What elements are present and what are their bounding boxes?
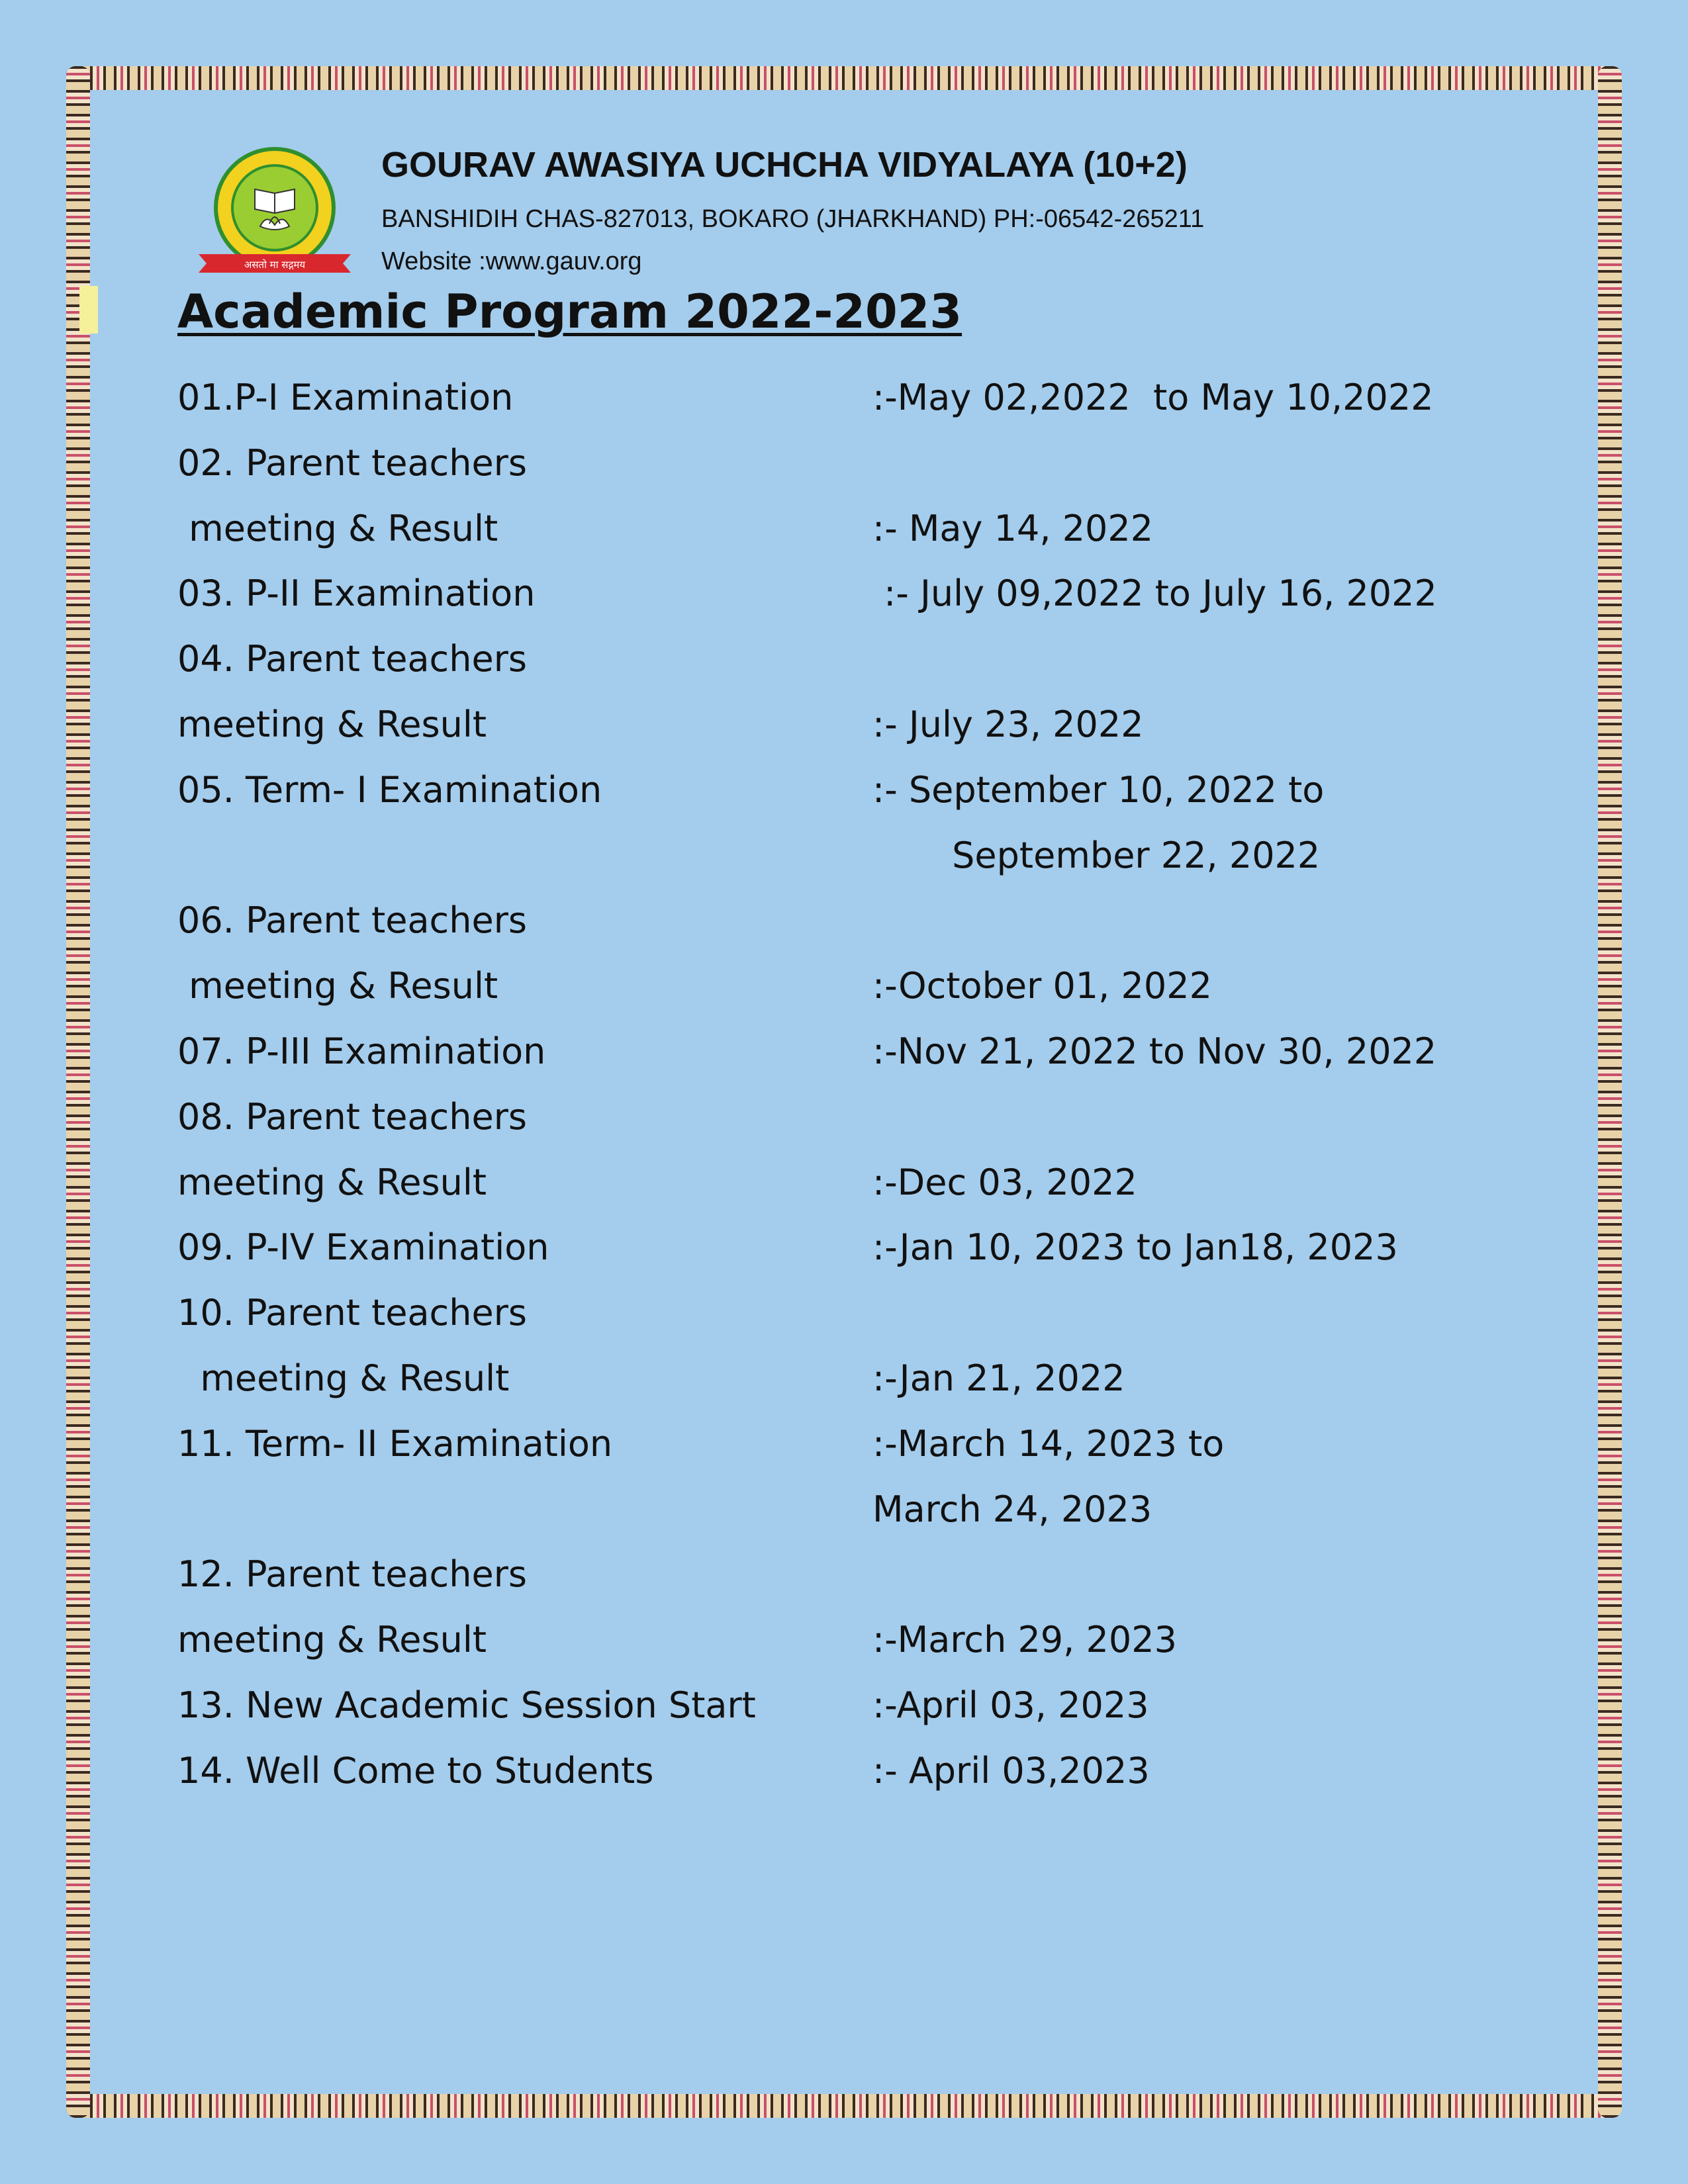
school-website: Website :www.gauv.org bbox=[381, 248, 642, 275]
schedule-label: meeting & Result bbox=[177, 507, 498, 549]
schedule-label: 02. Parent teachers bbox=[177, 441, 528, 484]
schedule-label: 05. Term- I Examination bbox=[177, 768, 602, 811]
schedule-label: 13. New Academic Session Start bbox=[177, 1684, 756, 1726]
schedule-row bbox=[177, 1281, 1501, 1346]
page-title: Academic Program 2022-2023 bbox=[177, 285, 962, 339]
schedule-row bbox=[177, 431, 1501, 496]
schedule-date: :-Dec 03, 2022 bbox=[872, 1161, 1137, 1203]
schedule-label: meeting & Result bbox=[177, 1161, 487, 1203]
schedule-label: meeting & Result bbox=[177, 1619, 487, 1661]
page-border-bottom bbox=[66, 2094, 1622, 2118]
schedule-label: meeting & Result bbox=[177, 703, 487, 745]
schedule-row bbox=[177, 1019, 1501, 1085]
schedule-row bbox=[177, 1085, 1501, 1150]
schedule-row bbox=[177, 1215, 1501, 1281]
schedule-date: :-March 29, 2023 bbox=[872, 1619, 1177, 1661]
schedule-label: 07. P-III Examination bbox=[177, 1030, 546, 1072]
page-border-left bbox=[66, 66, 90, 2118]
highlight-marker bbox=[79, 286, 98, 334]
schedule-row bbox=[177, 365, 1501, 431]
page-border-right bbox=[1598, 66, 1622, 2118]
schedule-date: :-October 01, 2022 bbox=[872, 965, 1212, 1007]
page-border-top bbox=[66, 66, 1622, 90]
schedule-date: :- May 14, 2022 bbox=[872, 507, 1154, 549]
schedule-date: September 22, 2022 bbox=[872, 834, 1321, 876]
schedule-date: :-Jan 21, 2022 bbox=[872, 1357, 1125, 1399]
schedule-row bbox=[177, 1412, 1501, 1477]
schedule-date: :-March 14, 2023 to bbox=[872, 1422, 1225, 1465]
schedule-row bbox=[177, 1477, 1501, 1543]
schedule-row bbox=[177, 496, 1501, 562]
schedule-date: :- September 10, 2022 to bbox=[872, 768, 1325, 811]
schedule-date: :- April 03,2023 bbox=[872, 1749, 1150, 1792]
schedule-row bbox=[177, 627, 1501, 692]
schedule-row bbox=[177, 888, 1501, 954]
schedule-row bbox=[177, 1150, 1501, 1216]
schedule-row bbox=[177, 1739, 1501, 1804]
school-logo bbox=[192, 147, 357, 279]
school-address: BANSHIDIH CHAS-827013, BOKARO (JHARKHAND) PH:-06542-265211 bbox=[381, 205, 1205, 233]
schedule-row bbox=[177, 954, 1501, 1019]
schedule-row bbox=[177, 823, 1501, 889]
schedule-label: 12. Parent teachers bbox=[177, 1553, 528, 1596]
schedule-date: :-May 02,2022 to May 10,2022 bbox=[872, 377, 1434, 418]
schedule-row bbox=[177, 758, 1501, 823]
school-name: GOURAV AWASIYA UCHCHA VIDYALAYA (10+2) bbox=[381, 145, 1188, 185]
schedule-date: :- July 23, 2022 bbox=[872, 703, 1144, 745]
schedule-row bbox=[177, 561, 1501, 627]
schedule-label: meeting & Result bbox=[177, 965, 498, 1007]
schedule-label: 11. Term- II Examination bbox=[177, 1422, 613, 1465]
schedule-label: 06. Parent teachers bbox=[177, 899, 528, 942]
schedule-date: March 24, 2023 bbox=[872, 1488, 1152, 1530]
schedule-label: 04. Parent teachers bbox=[177, 638, 528, 680]
schedule-list bbox=[177, 365, 1501, 1804]
schedule-row bbox=[177, 1346, 1501, 1412]
schedule-date: :-Jan 10, 2023 to Jan18, 2023 bbox=[872, 1226, 1398, 1269]
schedule-row bbox=[177, 1608, 1501, 1673]
schedule-date: :- July 09,2022 to July 16, 2022 bbox=[872, 572, 1437, 615]
schedule-date: :-Nov 21, 2022 to Nov 30, 2022 bbox=[872, 1030, 1437, 1072]
schedule-row bbox=[177, 692, 1501, 758]
schedule-label: meeting & Result bbox=[177, 1357, 510, 1399]
schedule-label: 09. P-IV Examination bbox=[177, 1226, 549, 1269]
schedule-date: :-April 03, 2023 bbox=[872, 1684, 1149, 1726]
schedule-label: 01.P-I Examination bbox=[177, 377, 514, 418]
logo-ribbon-text: असतो मा सद्गमय bbox=[244, 259, 306, 271]
schedule-row bbox=[177, 1673, 1501, 1739]
schedule-label: 08. Parent teachers bbox=[177, 1095, 528, 1138]
schedule-label: 14. Well Come to Students bbox=[177, 1749, 654, 1792]
schedule-label: 10. Parent teachers bbox=[177, 1292, 528, 1334]
schedule-label: 03. P-II Examination bbox=[177, 572, 536, 615]
schedule-row bbox=[177, 1542, 1501, 1608]
